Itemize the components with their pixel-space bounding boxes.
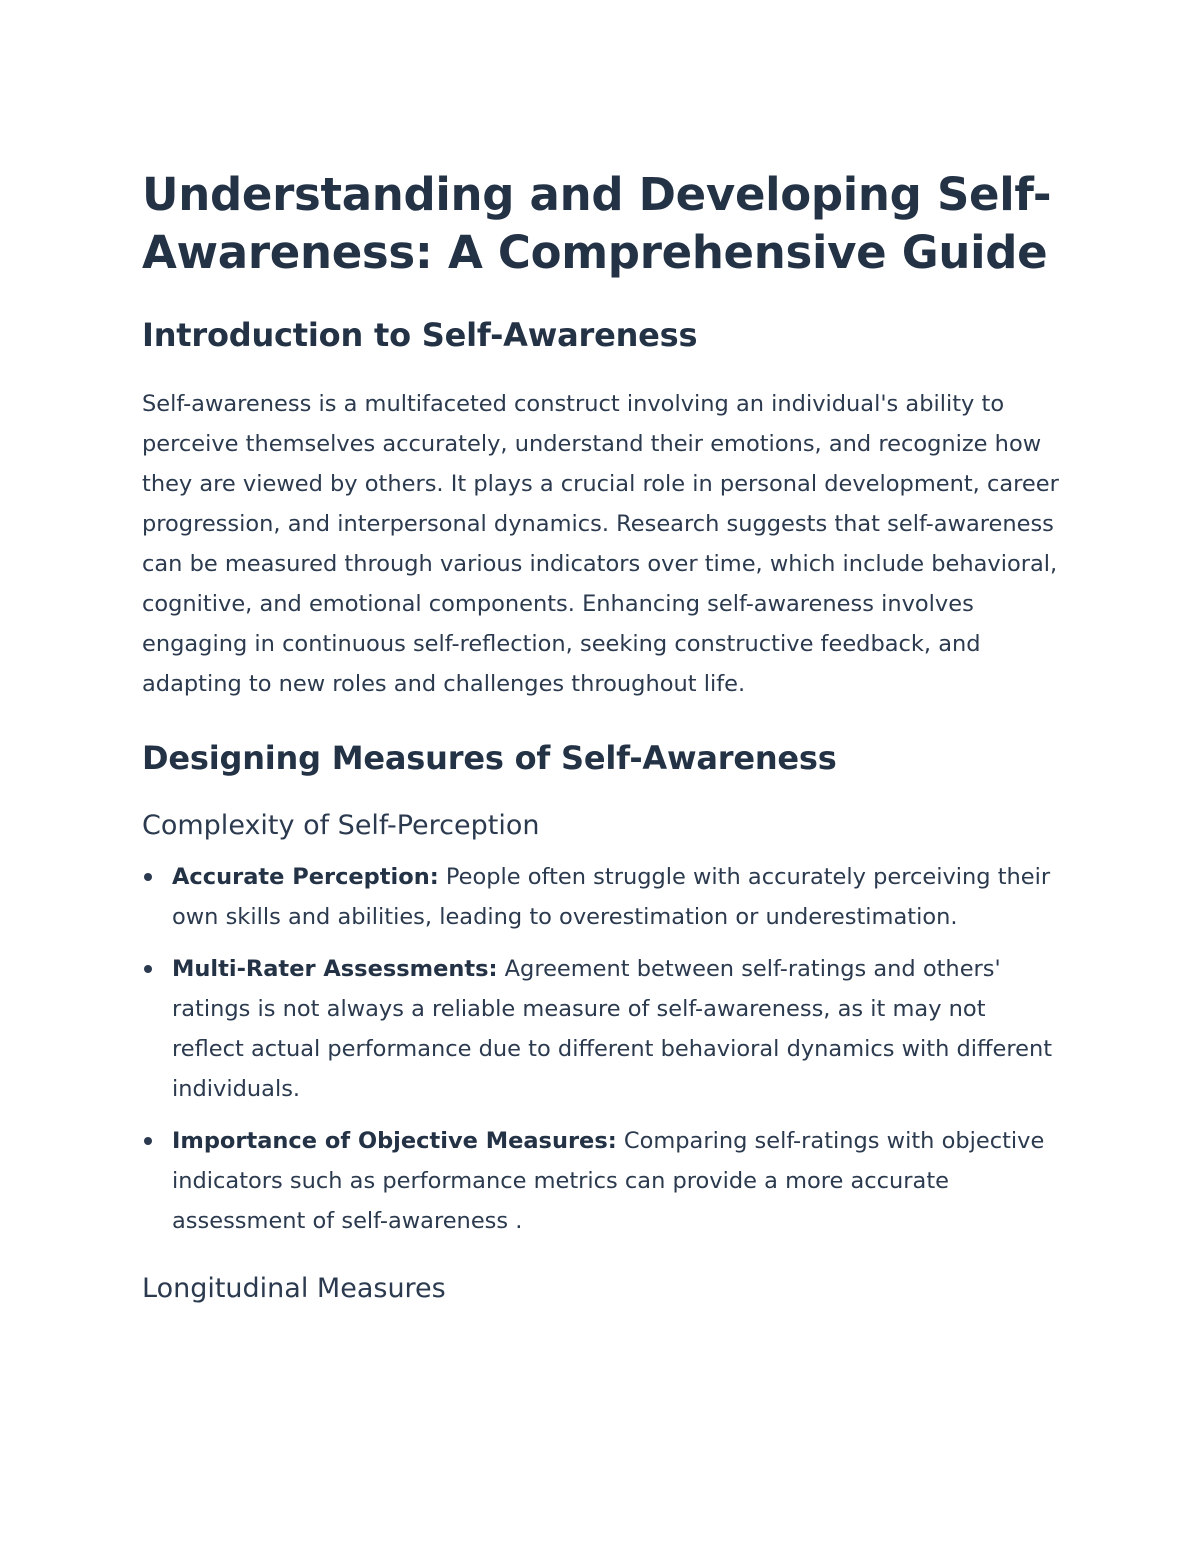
bullet-term: Accurate Perception:	[172, 864, 439, 890]
bullet-objective-measures	[142, 1121, 1064, 1241]
bullet-dot-icon	[144, 1137, 152, 1145]
document-title: Understanding and Developing Self-Awareness: A Comprehensive Guide	[142, 168, 1052, 279]
introduction-paragraph: Self-awareness is a multifaceted construct involving an individual's ability to perceive themselves accurately, understand their emotions, and recognize how they are viewed by others. It plays a crucial role in personal development, career progression, and interpersonal dynamics. Research suggests that self-awareness can be measured through various indicators over time, which include behavioral, cognitive, and emotional components. Enhancing self-awareness involves engaging in continuous self-reflection, seeking constructive feedback, and adapting to new roles and challenges throughout life.	[142, 391, 1059, 697]
subsection-heading-longitudinal: Longitudinal Measures	[142, 1273, 446, 1304]
bullet-term: Multi-Rater Assessments:	[172, 956, 498, 982]
bullet-term: Importance of Objective Measures:	[172, 1128, 617, 1154]
document-page	[142, 166, 1062, 1307]
bullet-text: Comparing self-ratings with objective indicators such as performance metrics can provide a more accurate assessment of self-awareness .	[172, 1128, 1045, 1234]
section-heading-introduction: Introduction to Self-Awareness	[142, 316, 698, 354]
bullet-text: People often struggle with accurately perceiving their own skills and abilities, leading to overestimation or underestimation.	[172, 864, 1051, 930]
subsection-heading-complexity: Complexity of Self-Perception	[142, 810, 540, 841]
bullet-multi-rater-assessments	[142, 949, 1064, 1109]
bullet-accurate-perception	[142, 857, 1064, 937]
bullet-dot-icon	[144, 965, 152, 973]
section-heading-designing-measures: Designing Measures of Self-Awareness	[142, 739, 837, 777]
complexity-bullet-list	[142, 857, 1062, 1241]
bullet-text: Agreement between self-ratings and others' ratings is not always a reliable measure of self-awareness, as it may not reflect actual performance due to different behavioral dynamics with different individuals.	[172, 956, 1053, 1102]
bullet-dot-icon	[144, 873, 152, 881]
